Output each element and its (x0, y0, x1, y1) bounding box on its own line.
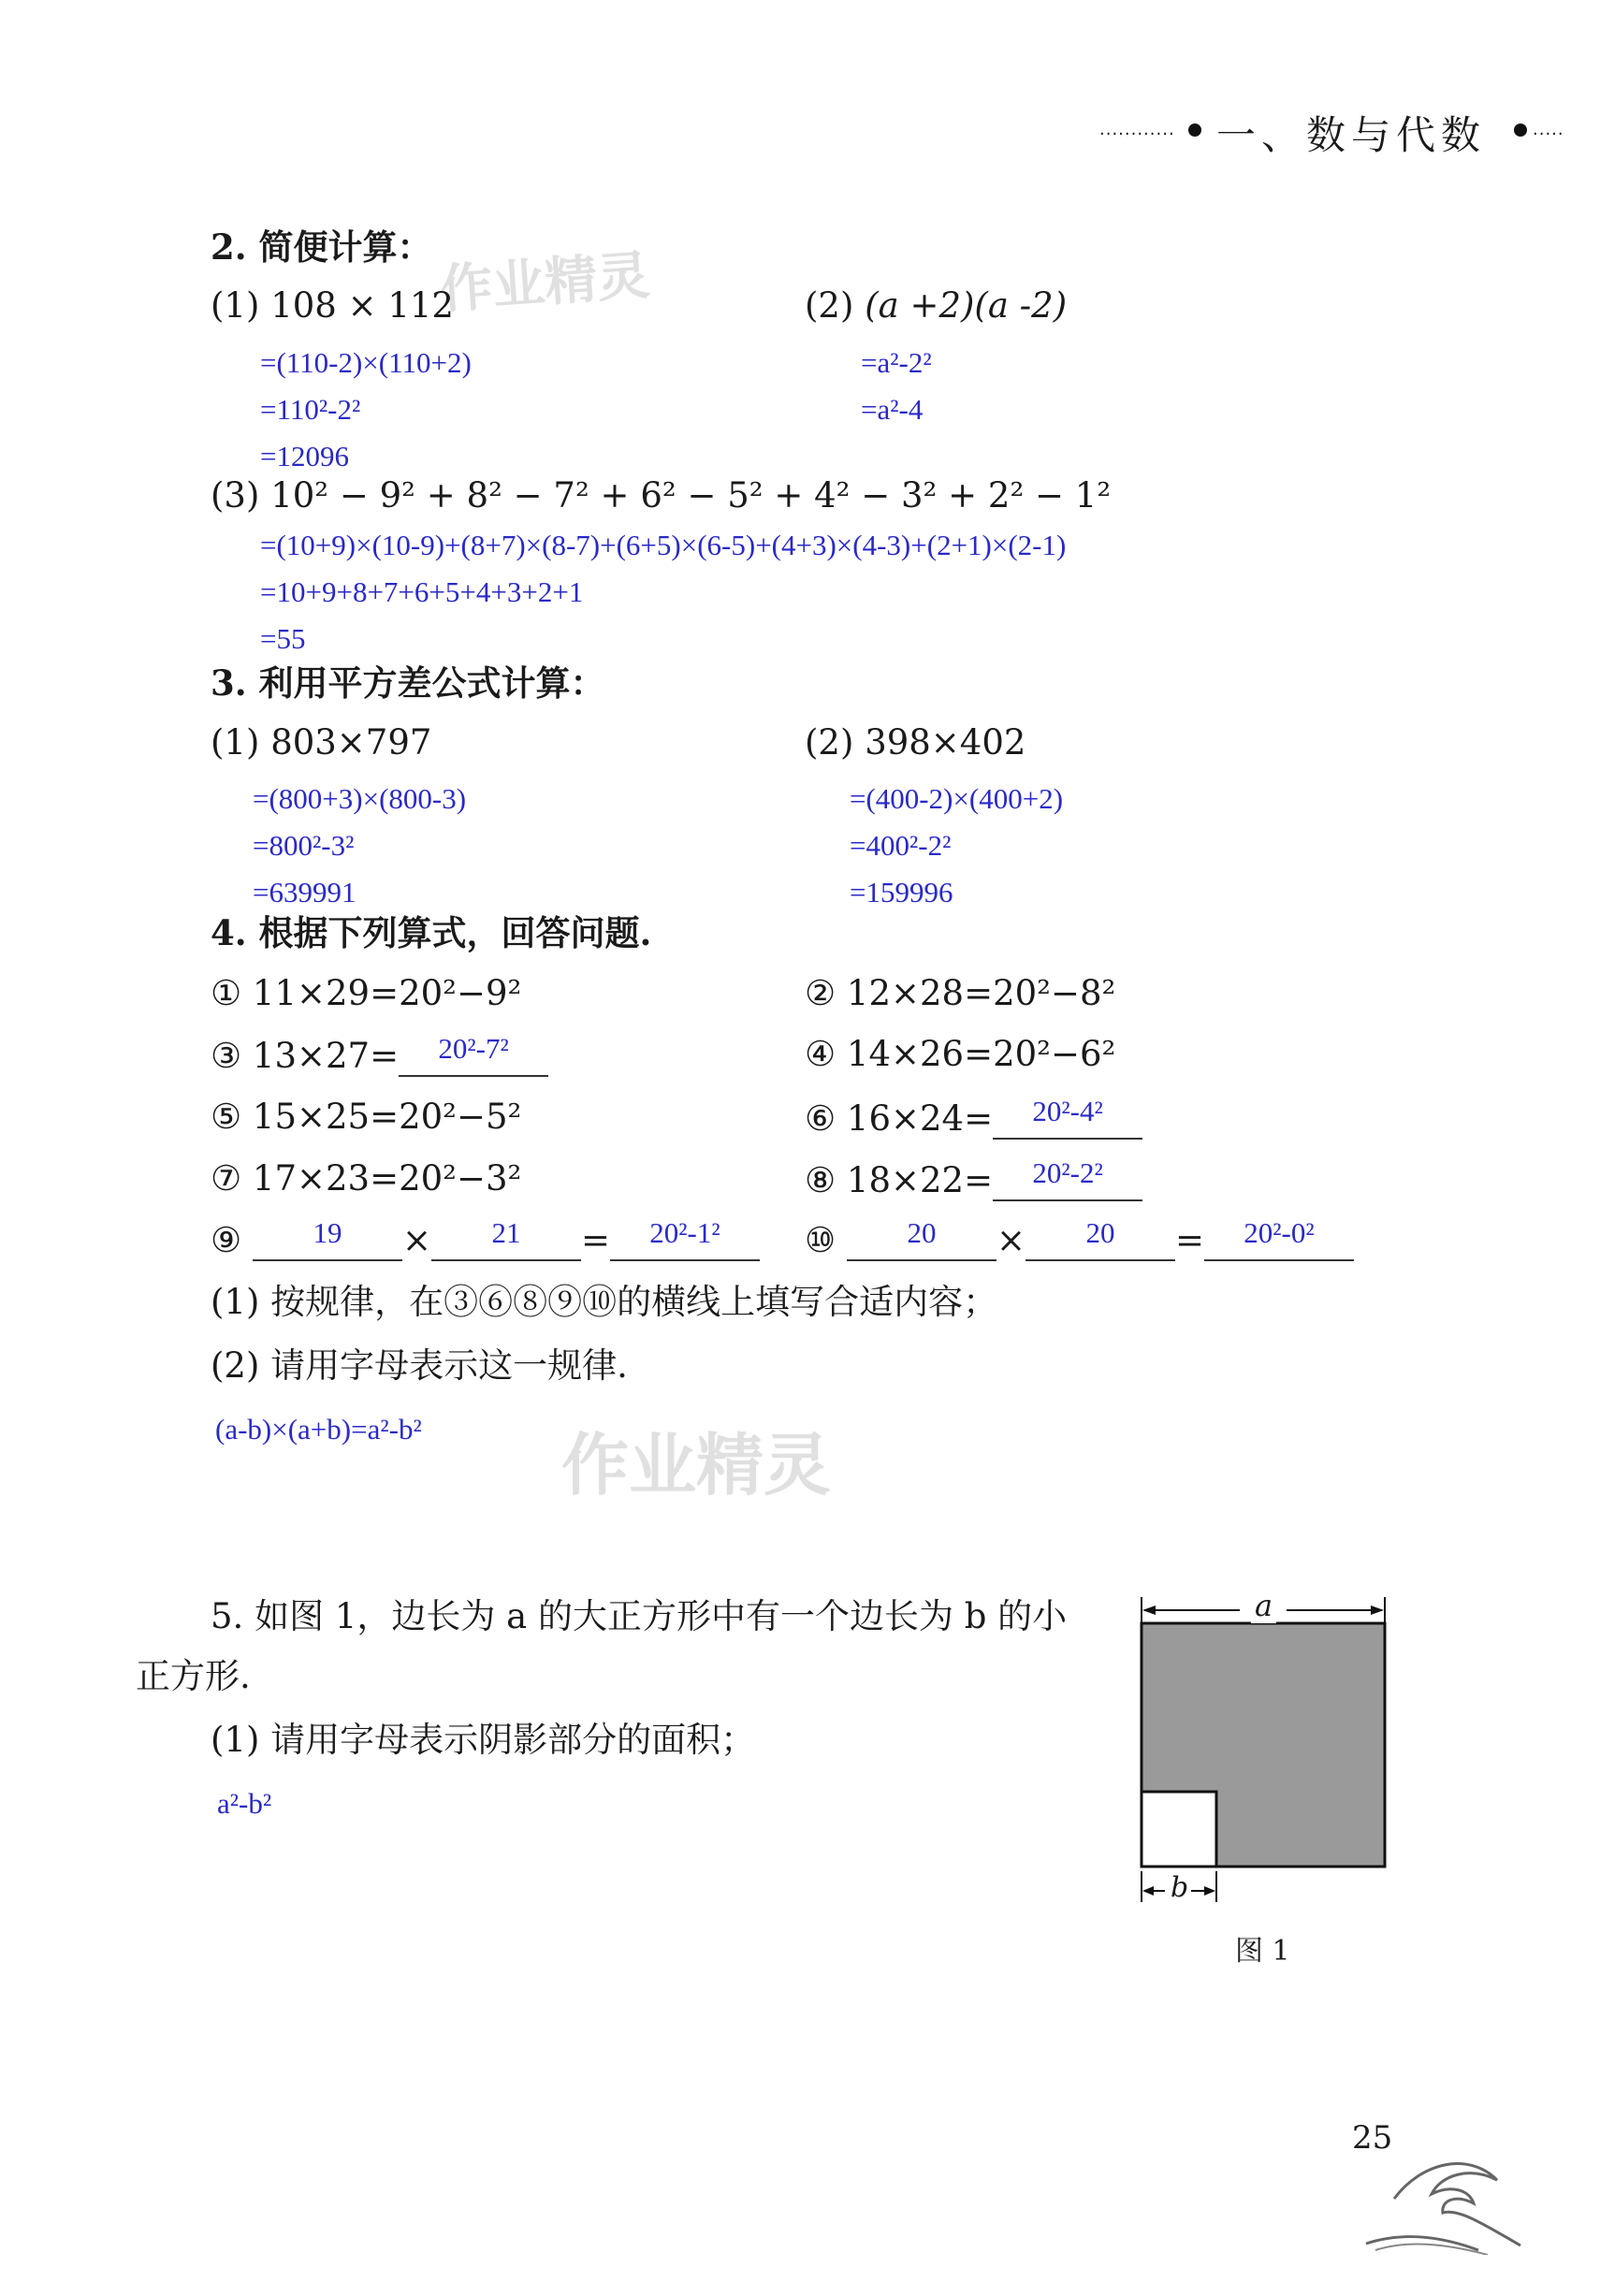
q5-line1: 5. 如图 1，边长为 a 的大正方形中有一个边长为 b 的小 (211, 1596, 1068, 1636)
wave-decoration (1357, 2143, 1525, 2259)
q3-p2-label: (2) (805, 722, 854, 763)
q4-blank-10c[interactable] (1204, 1218, 1354, 1261)
q4-blank-10a-answer: 20 (907, 1216, 937, 1249)
q2-title: 2. 简便计算： (211, 226, 432, 268)
q2-p1 (211, 285, 454, 327)
dim-a-arrow-left (1142, 1606, 1156, 1615)
watermark: 作业精灵 (561, 1426, 832, 1504)
q4-eq-9-label: ⑨ (211, 1220, 242, 1260)
q3-p1-step: =(800+3)×(800-3) (253, 782, 467, 815)
figure-label-a: a (1251, 1588, 1276, 1623)
q3-p2-step: =159996 (850, 876, 953, 908)
q5-sub1: (1) 请用字母表示阴影部分的面积； (211, 1720, 756, 1760)
q4-times: × (401, 1220, 431, 1260)
q4-blank-10b[interactable] (1025, 1218, 1175, 1261)
header-title: 一、数与代数 (1216, 112, 1487, 158)
q4-blank-10b-answer: 20 (1085, 1216, 1115, 1249)
dim-b-arrow-right (1204, 1886, 1215, 1896)
q3-p1-step: =800²-3² (253, 829, 355, 862)
q4-blank-10a[interactable] (847, 1218, 996, 1261)
q2-p1-step: =(110-2)×(110+2) (260, 346, 472, 379)
q3-p2 (805, 722, 1025, 763)
q4-blank-9b-answer: 21 (491, 1216, 521, 1249)
q4-eq-2: ② 12×28=20²−8² (805, 973, 1116, 1013)
q3-p2-expr: 398×402 (865, 722, 1026, 763)
q4-eq-7: ⑦ 17×23=20²−3² (211, 1158, 522, 1199)
q4-equals: = (580, 1220, 610, 1260)
q4-sub1: (1) 按规律，在③⑥⑧⑨⑩的横线上填写合适内容； (211, 1282, 998, 1322)
q4-equals: = (1174, 1220, 1204, 1260)
q3-p2-step: =(400-2)×(400+2) (850, 782, 1064, 815)
q2-p3 (211, 475, 1111, 516)
q4-eq-9 (211, 1218, 760, 1261)
q4-eq-10 (805, 1218, 1354, 1261)
q4-blank-8-answer: 20²-2² (1032, 1156, 1103, 1189)
q4-blank-9a-answer: 19 (313, 1216, 342, 1249)
q4-blank-3-answer: 20²-7² (438, 1032, 509, 1065)
header-bullet-left (1188, 124, 1201, 137)
q3-title: 3. 利用平方差公式计算： (211, 662, 605, 704)
q4-eq-8 (805, 1158, 1142, 1201)
q5-line2: 正方形. (136, 1656, 251, 1696)
watermark: 作业精灵 (438, 245, 652, 321)
q4-blank-9c-answer: 20²-1² (649, 1216, 720, 1249)
q4-eq-3 (211, 1034, 548, 1077)
q5-answer: a²-b² (217, 1787, 272, 1820)
q4-blank-9b[interactable] (431, 1218, 581, 1261)
page-number: 25 (1352, 2119, 1393, 2157)
q4-blank-6[interactable] (993, 1097, 1142, 1140)
dim-a-arrow-right (1371, 1606, 1384, 1615)
q3-p1 (211, 722, 431, 763)
q4-eq-6 (805, 1097, 1142, 1140)
q2-p3-step: =10+9+8+7+6+5+4+3+2+1 (260, 575, 584, 608)
q2-p3-step: =55 (260, 622, 306, 655)
q4-times: × (996, 1220, 1025, 1260)
q4-blank-9a[interactable] (253, 1218, 402, 1261)
wave-svg (1357, 2143, 1525, 2255)
q4-title: 4. 根据下列算式，回答问题. (211, 912, 652, 953)
q4-eq-3-text: ③ 13×27= (211, 1036, 400, 1076)
q4-eq-6-text: ⑥ 16×24= (805, 1098, 994, 1139)
q2-p2-expr: (a +2)(a -2) (865, 285, 1068, 326)
q2-p1-step: =12096 (260, 440, 349, 472)
q3-p1-expr: 803×797 (270, 722, 432, 763)
figure-label-b: b (1171, 1871, 1189, 1904)
q3-p1-label: (1) (211, 722, 260, 763)
q2-p1-expr: 108 × 112 (270, 285, 454, 326)
q2-p2-step: =a²-2² (861, 346, 932, 379)
q4-eq-10-label: ⑩ (805, 1220, 836, 1260)
q4-blank-9c[interactable] (610, 1218, 760, 1261)
q3-p2-step: =400²-2² (850, 829, 952, 862)
figure-caption: 图 1 (1235, 1935, 1290, 1968)
q2-p3-label: (3) (211, 475, 260, 516)
q2-p1-label: (1) (211, 285, 260, 326)
q2-p2 (805, 285, 1067, 327)
figure-1-svg (1137, 1595, 1389, 1876)
q4-blank-10c-answer: 20²-0² (1244, 1216, 1315, 1249)
q4-sub2: (2) 请用字母表示这一规律. (211, 1345, 628, 1386)
q4-blank-3[interactable] (399, 1034, 548, 1077)
q4-eq-8-text: ⑧ 18×22= (805, 1160, 994, 1200)
q2-p1-step: =110²-2² (260, 393, 361, 426)
q2-p2-label: (2) (805, 285, 854, 326)
q4-answer: (a-b)×(a+b)=a²-b² (215, 1413, 422, 1446)
q2-p3-step: =(10+9)×(10-9)+(8+7)×(8-7)+(6+5)×(6-5)+(4+3)×(4-3)+(2+1)×(2-1) (260, 529, 1067, 561)
q4-eq-1: ① 11×29=20²−9² (211, 973, 522, 1013)
q3-p1-step: =639991 (253, 876, 356, 908)
header-dots-right: ..... (1533, 120, 1564, 139)
q4-blank-6-answer: 20²-4² (1032, 1095, 1103, 1127)
q4-eq-4: ④ 14×26=20²−6² (805, 1034, 1116, 1074)
header-bullet-right (1514, 124, 1527, 137)
q4-eq-5: ⑤ 15×25=20²−5² (211, 1097, 522, 1137)
dim-b-arrow-left (1142, 1886, 1154, 1896)
q2-p2-step: =a²-4 (861, 393, 924, 426)
figure-1 (1137, 1588, 1389, 1876)
q2-p3-expr: 10² − 9² + 8² − 7² + 6² − 5² + 4² − 3² + 2² − 1² (270, 475, 1112, 516)
small-square (1142, 1792, 1216, 1867)
q4-blank-8[interactable] (993, 1158, 1142, 1201)
figure-1-dim-b (1137, 1867, 1230, 1904)
header-dots-left: ............ (1099, 120, 1175, 139)
